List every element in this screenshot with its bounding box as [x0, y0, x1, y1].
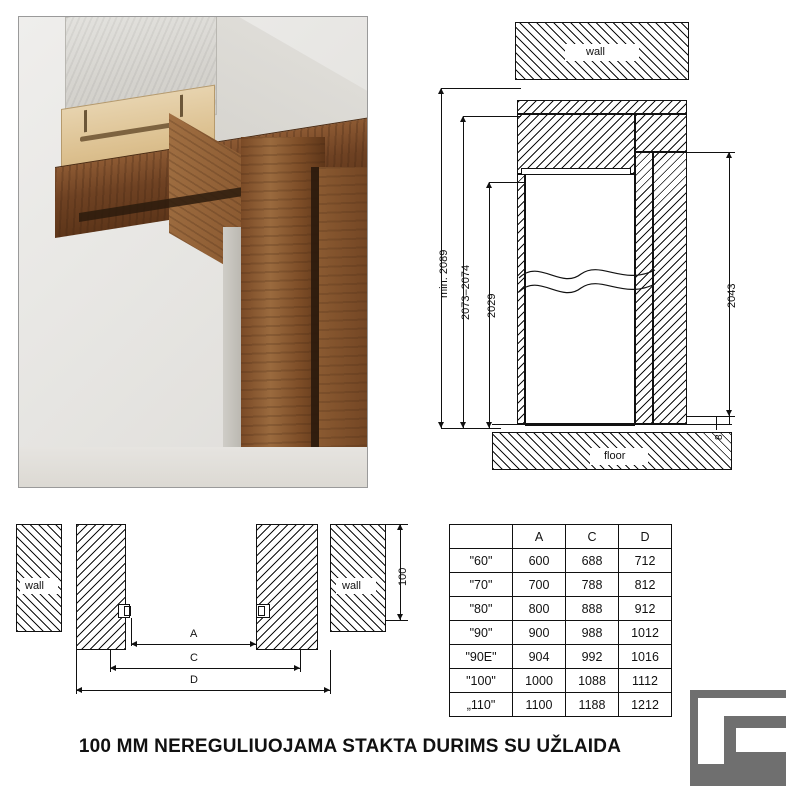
table-header-d: D: [619, 525, 672, 549]
arrow-down: [486, 422, 492, 428]
row-c: 788: [566, 573, 619, 597]
logo-bar-top: [690, 690, 786, 698]
dim-a: A: [190, 628, 198, 640]
dim-d: D: [190, 674, 198, 686]
dim-line-d: [76, 690, 330, 691]
floor-label: floor: [604, 450, 626, 462]
row-d: 1112: [619, 669, 672, 693]
frame-outer-strip: [653, 152, 687, 424]
table-row: [450, 645, 672, 669]
arrow-down: [460, 422, 466, 428]
sheet-caption: 100 MM NEREGULIUOJAMA STAKTA DURIMS SU UŽLAIDA: [78, 736, 622, 757]
row-a: 1100: [513, 693, 566, 717]
ext-line: [441, 428, 501, 429]
table-header-name: [450, 525, 513, 549]
ext-line: [386, 524, 408, 525]
ext-line: [489, 182, 525, 183]
dim-line-c: [110, 668, 300, 669]
plan-seal-left: [124, 606, 131, 616]
arrow-right: [324, 687, 330, 693]
row-d: 1212: [619, 693, 672, 717]
head-profile-top: [517, 100, 687, 114]
threshold-gap-line: [525, 424, 635, 426]
plan-wall-right-label: wall: [342, 580, 361, 592]
dim-2073-2074: 2073–2074: [460, 264, 472, 320]
row-c: 988: [566, 621, 619, 645]
dim-2043: 2043: [726, 283, 738, 308]
arrow-left: [110, 665, 116, 671]
row-name: "80": [450, 597, 513, 621]
dim-min-2089: min. 2089: [438, 249, 450, 298]
wall-label-top: wall: [586, 46, 605, 58]
row-name: "100": [450, 669, 513, 693]
table-row: [450, 573, 672, 597]
row-d: 1016: [619, 645, 672, 669]
row-d: 712: [619, 549, 672, 573]
dim-line-a: [131, 644, 256, 645]
ext-line: [300, 650, 301, 672]
head-frame-section: [517, 114, 635, 174]
table-row: [450, 549, 672, 573]
dim-depth-100: 100: [397, 567, 409, 586]
row-a: 900: [513, 621, 566, 645]
dim-gap-8: 8: [714, 434, 725, 440]
arrow-left: [131, 641, 137, 647]
dim-line-gap: [716, 416, 717, 430]
ext-line: [687, 152, 735, 153]
ext-line: [386, 620, 408, 621]
head-outer-block: [635, 114, 687, 152]
ext-line: [256, 618, 257, 646]
logo-bar-mid: [724, 716, 786, 728]
dim-c: C: [190, 652, 198, 664]
row-c: 888: [566, 597, 619, 621]
ext-line: [687, 416, 735, 417]
row-name: "90E": [450, 645, 513, 669]
plan-seal-right: [258, 606, 265, 616]
arrow-left: [76, 687, 82, 693]
row-name: "60": [450, 549, 513, 573]
table-header-c: C: [566, 525, 619, 549]
row-d: 912: [619, 597, 672, 621]
door-frame-photo: [18, 16, 368, 488]
row-a: 904: [513, 645, 566, 669]
row-d: 812: [619, 573, 672, 597]
ext-line: [441, 88, 521, 89]
row-a: 700: [513, 573, 566, 597]
logo-bar-left: [690, 698, 698, 786]
manufacturer-logo: [690, 690, 786, 786]
plan-jamb-right: [256, 524, 318, 650]
door-jamb-inner: [319, 167, 368, 488]
table-row: [450, 597, 672, 621]
row-name: „110": [450, 693, 513, 717]
dim-2029: 2029: [486, 293, 498, 318]
break-line-lower: [517, 268, 657, 304]
plan-wall-left-label: wall: [25, 580, 44, 592]
logo-bar-foot: [736, 752, 786, 764]
row-c: 992: [566, 645, 619, 669]
row-name: "90": [450, 621, 513, 645]
row-d: 1012: [619, 621, 672, 645]
ext-line: [330, 650, 331, 694]
arrow-right: [294, 665, 300, 671]
row-c: 1088: [566, 669, 619, 693]
table-row: [450, 669, 672, 693]
arrow-right: [250, 641, 256, 647]
row-a: 600: [513, 549, 566, 573]
row-a: 800: [513, 597, 566, 621]
table-header-a: A: [513, 525, 566, 549]
ext-line: [463, 116, 521, 117]
fixing-pin: [180, 95, 183, 117]
row-c: 688: [566, 549, 619, 573]
row-c: 1188: [566, 693, 619, 717]
row-a: 1000: [513, 669, 566, 693]
table-row: [450, 693, 672, 717]
mdf-slot: [80, 121, 180, 142]
fixing-pin: [84, 110, 87, 132]
dimension-table: [449, 524, 672, 717]
photo-floor: [19, 447, 367, 487]
plan-jamb-left: [76, 524, 126, 650]
table-row: [450, 621, 672, 645]
table-header-row: [450, 525, 672, 549]
row-name: "70": [450, 573, 513, 597]
logo-base: [698, 764, 786, 786]
